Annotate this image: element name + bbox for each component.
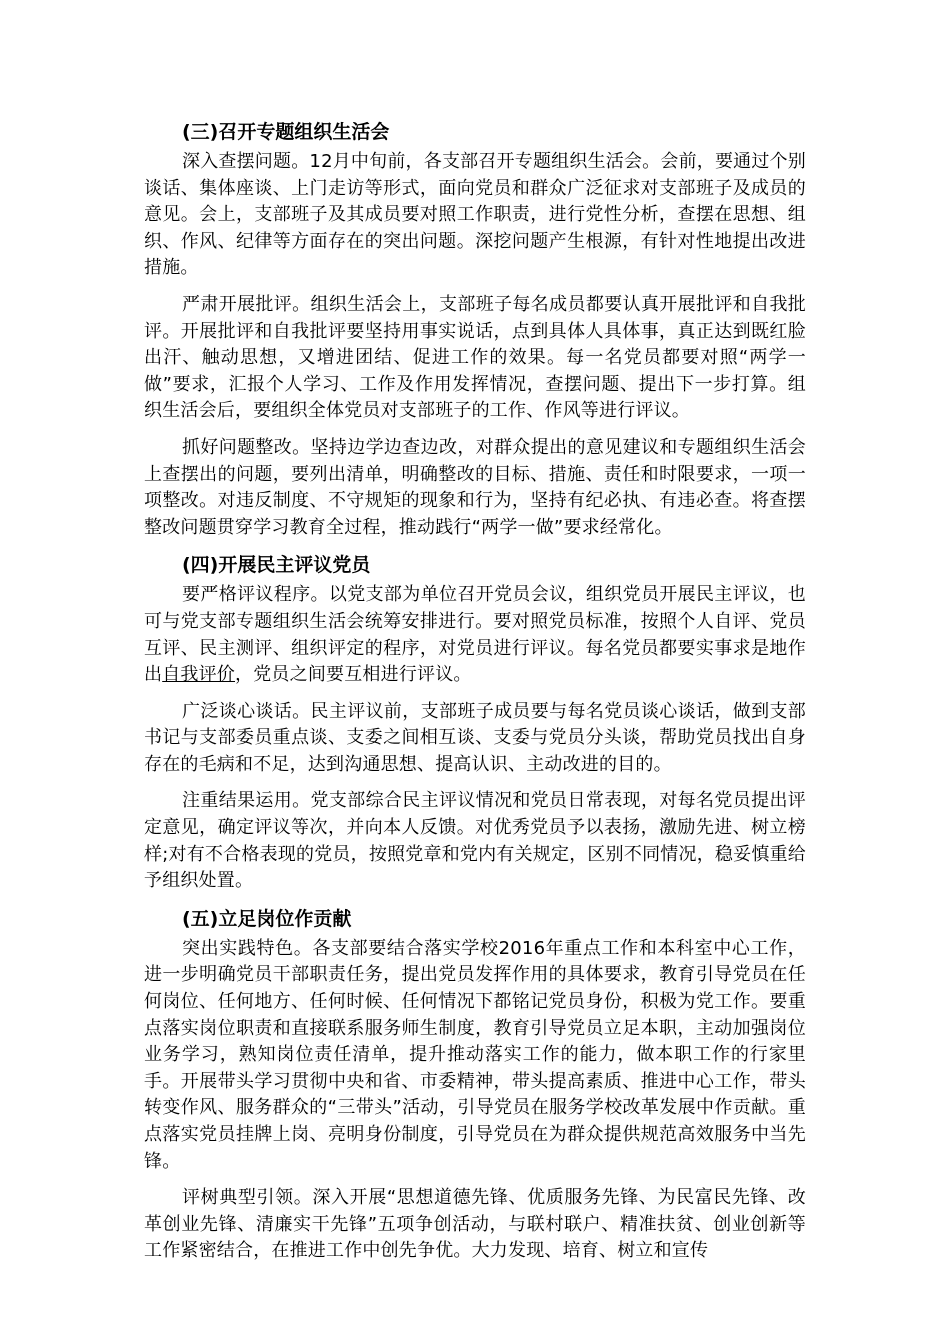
paragraph-criticism: 严肃开展批评。组织生活会上，支部班子每名成员都要认真开展批评和自我批评。开展批评和自我批评要坚持用事实说话，点到具体人具体事，真正达到既红脸出汗、触动思想，又增进团结、促进工作的效果。每一名党员都要对照“两学一做”要求，汇报个人学习、工作及作用发挥情况，查摆问题、提出下一步打算。组织生活会后，要组织全体党员对支部班子的工作、作风等进行评议。	[144, 293, 806, 422]
section-heading-4: (四)开展民主评议党员	[182, 554, 371, 577]
paragraph-deep-check: 深入查摆问题。12月中旬前，各支部召开专题组织生活会。会前，要通过个别谈话、集体座谈、上门走访等形式，面向党员和群众广泛征求对支部班子及成员的意见。会上，支部班子及其成员要对照工作职责，进行党性分析，查摆在思想、组织、作风、纪律等方面存在的突出问题。深挖问题产生根源，有针对性地提出改进措施。	[144, 151, 806, 279]
paragraph-evaluation-text: 要严格评议程序。以党支部为单位召开党员会议，组织党员开展民主评议，也可与党支部专题组织生活会统筹安排进行。要对照党员标准，按照个人自评、党员互评、民主测评、组织评定的程序，对党员进行评议。每名党员都要实事求是地作出	[144, 584, 806, 686]
paragraph-results: 注重结果运用。党支部综合民主评议情况和党员日常表现，对每名党员提出评定意见，确定评议等次，并向本人反馈。对优秀党员予以表扬，激励先进、树立榜样;对有不合格表现的党员，按照党章和党内有关规定，区别不同情况，稳妥慎重给予组织处置。	[144, 790, 806, 892]
section-heading-3: (三)召开专题组织生活会	[182, 121, 390, 143]
paragraph-heart-talks: 广泛谈心谈话。民主评议前，支部班子成员要与每名党员谈心谈话，做到支部书记与支部委员重点谈、支委之间相互谈、支委与党员分头谈，帮助党员找出自身存在的毛病和不足，达到沟通思想、提高认识、主动改进的目的。	[144, 700, 806, 775]
paragraph-practice: 突出实践特色。各支部要结合落实学校2016年重点工作和本科室中心工作，进一步明确党员干部职责任务，提出党员发挥作用的具体要求，教育引导党员在任何岗位、任何地方、任何时候、任何情况下都铭记党员身份，积极为党工作。要重点落实岗位职责和直接联系服务师生制度，教育引导党员立足本职，主动加强岗位业务学习，熟知岗位责任清单，提升推动落实工作的能力，做本职工作的行家里手。开展带头学习贯彻中央和省、市委精神，带头提高素质、推进中心工作，带头转变作风、服务群众的“三带头”活动，引导党员在服务学校改革发展中作贡献。重点落实党员挂牌上岗、亮明身份制度，引导党员在为群众提供规范高效服务中当先锋。	[144, 937, 806, 1172]
document-page	[144, 118, 806, 1275]
paragraph-evaluation-tail: ，党员之间要互相进行评议。	[235, 664, 472, 686]
paragraph-role-models: 评树典型引领。深入开展“思想道德先锋、优质服务先锋、为民富民先锋、改革创业先锋、清廉实干先锋”五项争创活动，与联村联户、精准扶贫、创业创新等工作紧密结合，在推进工作中创先争优。大力发现、培育、树立和宣传	[144, 1187, 806, 1262]
paragraph-rectification: 抓好问题整改。坚持边学边查边改，对群众提出的意见建议和专题组织生活会上查摆出的问题，要列出清单，明确整改的目标、措施、责任和时限要求，一项一项整改。对违反制度、不守规矩的现象和行为，坚持有纪必执、有违必查。将查摆整改问题贯穿学习教育全过程，推动践行“两学一做”要求经常化。	[144, 436, 806, 538]
paragraph-evaluation-procedure	[144, 582, 806, 688]
section-heading-5: (五)立足岗位作贡献	[182, 907, 352, 930]
self-evaluation-link[interactable]: 自我评价	[162, 664, 236, 686]
